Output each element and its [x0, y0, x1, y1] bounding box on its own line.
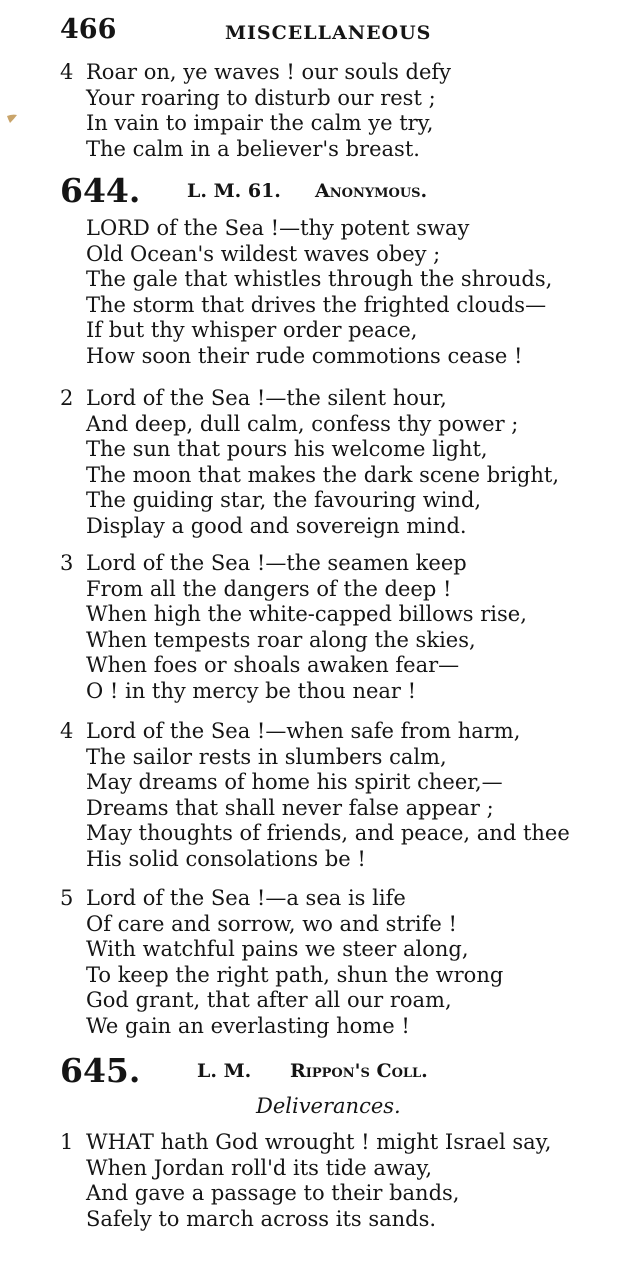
verse-line: In vain to impair the calm ye try,: [86, 111, 434, 136]
stanza-number: 4: [60, 719, 74, 743]
verse-line: Of care and sorrow, wo and strife !: [86, 911, 457, 936]
hymn-644-heading: [60, 171, 620, 211]
verse-line: Lord of the Sea !—the silent hour,: [86, 386, 447, 410]
verse-line: The sun that pours his welcome light,: [86, 437, 488, 462]
verse-line: If but thy whisper order peace,: [86, 318, 418, 343]
verse-line: With watchful pains we steer along,: [86, 937, 469, 962]
verse-line: Lord of the Sea !—the seamen keep: [86, 551, 467, 575]
verse-line: God grant, that after all our roam,: [86, 988, 452, 1013]
stanza-number: 5: [60, 886, 74, 910]
verse-line: And deep, dull calm, confess thy power ;: [86, 411, 519, 436]
verse-line: The calm in a believer's breast.: [86, 136, 420, 161]
verse-line: When foes or shoals awaken fear—: [86, 653, 460, 678]
hymn-number: 644.: [60, 171, 141, 210]
hymn-subtitle: Deliverances.: [256, 1094, 401, 1118]
verse-line: The storm that drives the frighted clouds—: [86, 292, 547, 317]
verse-line: The guiding star, the favouring wind,: [86, 488, 482, 513]
verse-line: Safely to march across its sands.: [86, 1206, 437, 1231]
verse-line: The sailor rests in slumbers calm,: [86, 744, 447, 769]
verse-line: O ! in thy mercy be thou near !: [86, 678, 417, 703]
verse-line: May thoughts of friends, and peace, and thee: [86, 821, 570, 846]
verse-line: How soon their rude commotions cease !: [86, 343, 523, 368]
stanza-number: 1: [60, 1130, 74, 1154]
verse-line: May dreams of home his spirit cheer,—: [86, 770, 503, 795]
page-number: 466: [60, 14, 117, 45]
stanza-number: 3: [60, 551, 74, 575]
page-header: [60, 14, 460, 54]
verse-line: From all the dangers of the deep !: [86, 576, 452, 601]
verse-line: Old Ocean's wildest waves obey ;: [86, 241, 441, 266]
verse-line: LORD of the Sea !—thy potent sway: [86, 216, 470, 240]
verse-line: When Jordan roll'd its tide away,: [86, 1155, 433, 1180]
hymn-number: 645.: [60, 1051, 141, 1090]
hymn-author: Anonymous.: [315, 180, 428, 202]
verse-line: His solid consolations be !: [86, 846, 366, 871]
verse-line: Lord of the Sea !—when safe from harm,: [86, 719, 521, 743]
stanza-number: 4: [60, 60, 74, 84]
hymn-645-heading: [60, 1051, 620, 1091]
verse-line: WHAT hath God wrought ! might Israel say,: [86, 1130, 552, 1154]
verse-line: When high the white-capped billows rise,: [86, 602, 527, 627]
verse-line: We gain an everlasting home !: [86, 1013, 410, 1038]
stanza-number: 2: [60, 386, 74, 410]
running-title: MISCELLANEOUS: [225, 22, 432, 44]
verse-line: Dreams that shall never false appear ;: [86, 795, 494, 820]
verse-line: And gave a passage to their bands,: [86, 1181, 460, 1206]
verse-line: The gale that whistles through the shrouds,: [86, 267, 553, 292]
verse-line: Display a good and sovereign mind.: [86, 513, 467, 538]
hymn-meter: L. M.: [197, 1060, 252, 1082]
hymn-meter: L. M. 61.: [187, 180, 281, 202]
ink-blot-mark: [6, 114, 18, 124]
verse-line: To keep the right path, shun the wrong: [86, 962, 504, 987]
verse-line: The moon that makes the dark scene bright,: [86, 462, 560, 487]
verse-line: Your roaring to disturb our rest ;: [86, 85, 436, 110]
verse-line: When tempests roar along the skies,: [86, 627, 476, 652]
hymn-author: Rippon's Coll.: [290, 1060, 428, 1082]
verse-line: Lord of the Sea !—a sea is life: [86, 886, 406, 910]
verse-line: Roar on, ye waves ! our souls defy: [86, 60, 452, 84]
